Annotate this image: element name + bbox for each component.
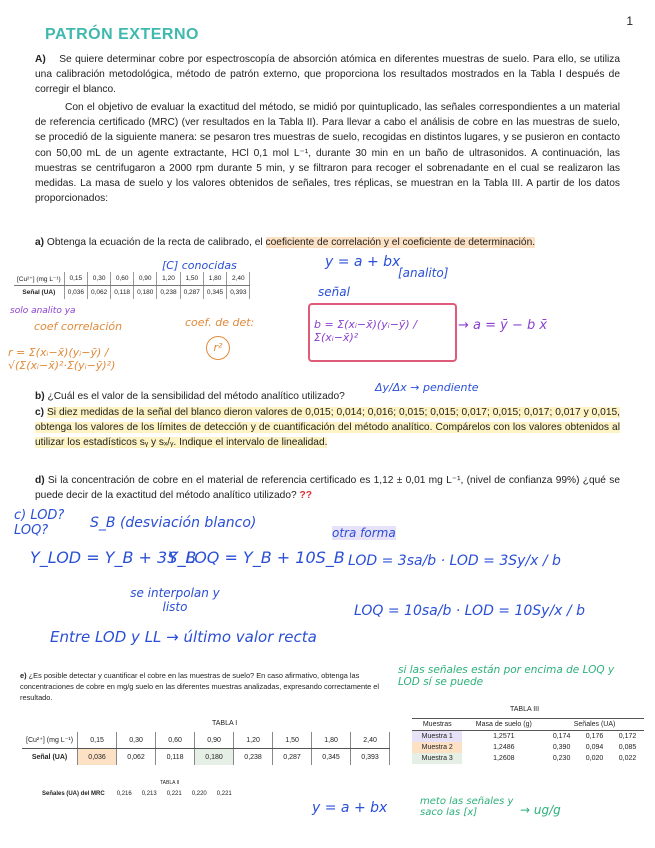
table3-header-senales: Señales (UA) — [545, 719, 644, 731]
table-cell: 0,238 — [157, 286, 180, 300]
table-cell: 0,15 — [64, 272, 87, 286]
note-coef-corr: coef correlación — [34, 320, 123, 333]
note-si-senales: si las señales están por encima de LOQ y LOD sí se puede — [398, 664, 615, 688]
table1-caption: TABLA I — [212, 720, 238, 727]
table-cell: Muestra 3 — [412, 753, 462, 764]
table2-value: 0,220 — [191, 791, 207, 797]
note-analito: [analito] — [398, 266, 449, 280]
note-pendiente: Δy/Δx → pendiente — [375, 381, 479, 394]
table-cell: 0,287 — [273, 749, 312, 766]
table-header-cell: [Cu²⁺] (mg L⁻¹) — [22, 732, 78, 749]
intro-paragraph — [35, 52, 620, 98]
table-cell: 0,393 — [351, 749, 390, 766]
table-cell: 0,062 — [117, 749, 156, 766]
table-cell: 0,062 — [87, 286, 110, 300]
table-row — [412, 731, 644, 743]
table2 — [42, 791, 232, 797]
note-b-formula: b = Σ(xᵢ−x̄)(yᵢ−ȳ) / Σ(xᵢ−x̄)² — [314, 318, 417, 344]
table-cell: 0,118 — [111, 286, 134, 300]
table-cell: 0,180 — [195, 749, 234, 766]
table-cell: 1,20 — [157, 272, 180, 286]
table-cell: 1,50 — [180, 272, 203, 286]
note-senal: señal — [318, 285, 350, 299]
table2-row-label: Señales (UA) del MRC — [42, 791, 105, 797]
table-cell: 0,60 — [156, 732, 195, 749]
table-cell: 0,180 — [134, 286, 157, 300]
note-meto: meto las señales y saco las [x] — [420, 796, 514, 818]
table-cell: Muestra 2 — [412, 742, 462, 753]
question-a-highlight: coeficiente de correlación y el coeficiente de determinación. — [265, 237, 536, 248]
question-d-text: Si la concentración de cobre en el material de referencia certificado es 1,12 ± 0,01 mg L⁻¹, (nivel de confianza 99%) ¿qué se puede decir de la exactitud del método analítico utilizado? — [35, 475, 620, 502]
section-label: A) — [35, 54, 46, 65]
question-e — [20, 670, 380, 703]
table1-small — [14, 272, 250, 299]
table-cell: 1,2486 — [493, 744, 515, 751]
table-row — [412, 742, 644, 753]
table-cell: Muestra 1 — [412, 731, 462, 743]
table-cell: 2,40 — [227, 272, 250, 286]
table-cell: 2,40 — [351, 732, 390, 749]
table2-caption: TABLA II — [160, 780, 180, 786]
table-cell: 0,020 — [585, 755, 604, 762]
table-cell: 0,345 — [203, 286, 226, 300]
table-cell: 0,085 — [618, 744, 637, 751]
table-cell: 0,176 — [585, 733, 604, 740]
table2-value: 0,216 — [116, 791, 132, 797]
table-header-cell: Señal (UA) — [22, 749, 78, 766]
note-ug-g: → ug/g — [520, 803, 561, 817]
question-d — [35, 473, 620, 503]
table-cell: 0,174 — [552, 733, 571, 740]
note-yloq: Y_LOQ = Y_B + 10S_B — [168, 548, 345, 567]
table-cell: 0,094 — [585, 744, 604, 751]
table2-value: 0,213 — [141, 791, 157, 797]
table-cell: 0,172 — [618, 733, 637, 740]
note-c-lod: c) LOD? LOQ? — [14, 508, 65, 538]
table-cell: 0,345 — [312, 749, 351, 766]
table3-caption: TABLA III — [510, 706, 540, 713]
page-number: 1 — [626, 14, 633, 28]
note-ylod: Y_LOD = Y_B + 3S_B — [30, 548, 197, 567]
note-sb: S_B (desviación blanco) — [90, 515, 257, 531]
table-cell: 1,2571 — [493, 733, 515, 740]
table-cell: 0,118 — [156, 749, 195, 766]
table-cell: 0,036 — [78, 749, 117, 766]
table1 — [22, 732, 390, 765]
note-a-formula: → a = ȳ − b x̄ — [458, 318, 548, 333]
table-cell: 0,390 — [552, 744, 571, 751]
note-otra-forma: otra forma — [332, 526, 396, 540]
table-row — [412, 753, 644, 764]
question-b-label: b) — [35, 391, 45, 402]
note-lod-formula: LOD = 3sa/b · LOD = 3Sy/x / b — [348, 553, 561, 569]
question-d-label: d) — [35, 475, 45, 486]
method-paragraph: Con el objetivo de evaluar la exactitud del método, se midió por quintuplicado, las señales correspondientes a un material de referencia certificado (MRC) (ver resultados en la Tabla II). Para llevar a cabo el análisis de cobre en las muestras de suelo, se procedió de la siguiente manera: se pesaron tres muestras de suelo, recogidas en distintos lugares, y se pusieron en contacto con 50,00 mL de un agente extractante, HCl 0,1 mol L⁻¹, durante 30 min en un baño de ultrasonidos. A continuación, las muestras se centrifugaron a 2000 rpm durante 5 min, y se filtraron para recoger el sobrenadante en el cual se realizaron las medidas. La masa de suelo y los valores obtenidos de señales, tres réplicas, se muestran en la Tabla III. A partir de los datos proporcionados: — [35, 102, 620, 205]
note-solo-analito: solo analito ya — [10, 306, 76, 316]
table-header-cell: Señal (UA) — [14, 286, 64, 300]
table3 — [412, 718, 644, 764]
table3-header-muestras: Muestras — [412, 719, 462, 731]
note-coef-det: coef. de det: — [185, 316, 255, 329]
note-eq-bottom: y = a + bx — [312, 800, 388, 816]
note-r2: r² — [206, 336, 230, 360]
table-cell: 1,80 — [312, 732, 351, 749]
table-cell: 0,60 — [111, 272, 134, 286]
table-cell: 0,287 — [180, 286, 203, 300]
question-b-text: ¿Cuál es el valor de la sensibilidad del método analítico utilizado? — [47, 391, 345, 402]
table-cell: 0,30 — [117, 732, 156, 749]
note-r-formula: r = Σ(xᵢ−x̄)(yᵢ−ȳ) / √(Σ(xᵢ−x̄)²·Σ(yᵢ−ȳ)²) — [8, 346, 116, 372]
table-cell: 1,20 — [234, 732, 273, 749]
table-cell: 0,036 — [64, 286, 87, 300]
page-title: PATRÓN EXTERNO — [45, 26, 199, 43]
note-question-marks: ?? — [299, 490, 312, 502]
table-cell: 0,393 — [227, 286, 250, 300]
table-cell: 1,2608 — [493, 755, 515, 762]
table-cell: 0,238 — [234, 749, 273, 766]
note-conocidas: [C] conocidas — [162, 259, 237, 272]
table3-header-masa: Masa de suelo (g) — [462, 719, 545, 731]
table-cell: 1,80 — [203, 272, 226, 286]
question-c — [35, 405, 620, 451]
table-cell: 0,90 — [134, 272, 157, 286]
note-eq-top: y = a + bx — [325, 254, 401, 270]
question-e-label: e) — [20, 671, 27, 680]
intro-text: Se quiere determinar cobre por espectroscopía de absorción atómica en diferentes muestras de suelo. Para ello, se utiliza una calibración metodológica, método de patrón externo, que proporciona los resultados mostrados en la Tabla I después de corregir el blanco. — [35, 54, 621, 96]
note-entre: Entre LOD y LL → último valor recta — [50, 628, 317, 646]
table-cell: 0,15 — [78, 732, 117, 749]
note-interp: se interpolan y listo — [130, 586, 220, 614]
table2-value: 0,221 — [216, 791, 232, 797]
table-cell: 0,90 — [195, 732, 234, 749]
table2-value: 0,221 — [166, 791, 182, 797]
question-b — [35, 389, 620, 404]
table-cell: 1,50 — [273, 732, 312, 749]
note-loq-formula: LOQ = 10sa/b · LOD = 10Sy/x / b — [354, 603, 585, 619]
table-header-cell: [Cu²⁺] (mg L⁻¹) — [14, 272, 64, 286]
table-cell: 0,30 — [87, 272, 110, 286]
table-cell: 0,230 — [552, 755, 571, 762]
question-a-text: Obtenga la ecuación de la recta de calibrado, el — [46, 237, 266, 248]
question-c-label: c) — [35, 407, 45, 418]
question-a-label: a) — [35, 237, 45, 248]
table-cell: 0,022 — [618, 755, 637, 762]
question-c-text: Si diez medidas de la señal del blanco dieron valores de 0,015; 0,014; 0,016; 0,015; 0,015; 0,017; 0,015; 0,017; 0,017 y 0,015, obtenga los valores de los límites de detección y de cuantificación del método analítico. Compárelos con los valores obtenidos al utilizar los estadísticos sᵧ y sₓ/ᵧ. Indique el intervalo de linealidad. — [35, 407, 620, 449]
question-e-text: ¿Es posible detectar y cuantificar el cobre en las muestras de suelo? En caso afirmativo, obtenga las concentraciones de cobre en mg/g suelo en las diferentes muestras analizadas, expresando correctamente el resultado. — [20, 671, 380, 702]
question-a — [35, 235, 620, 250]
